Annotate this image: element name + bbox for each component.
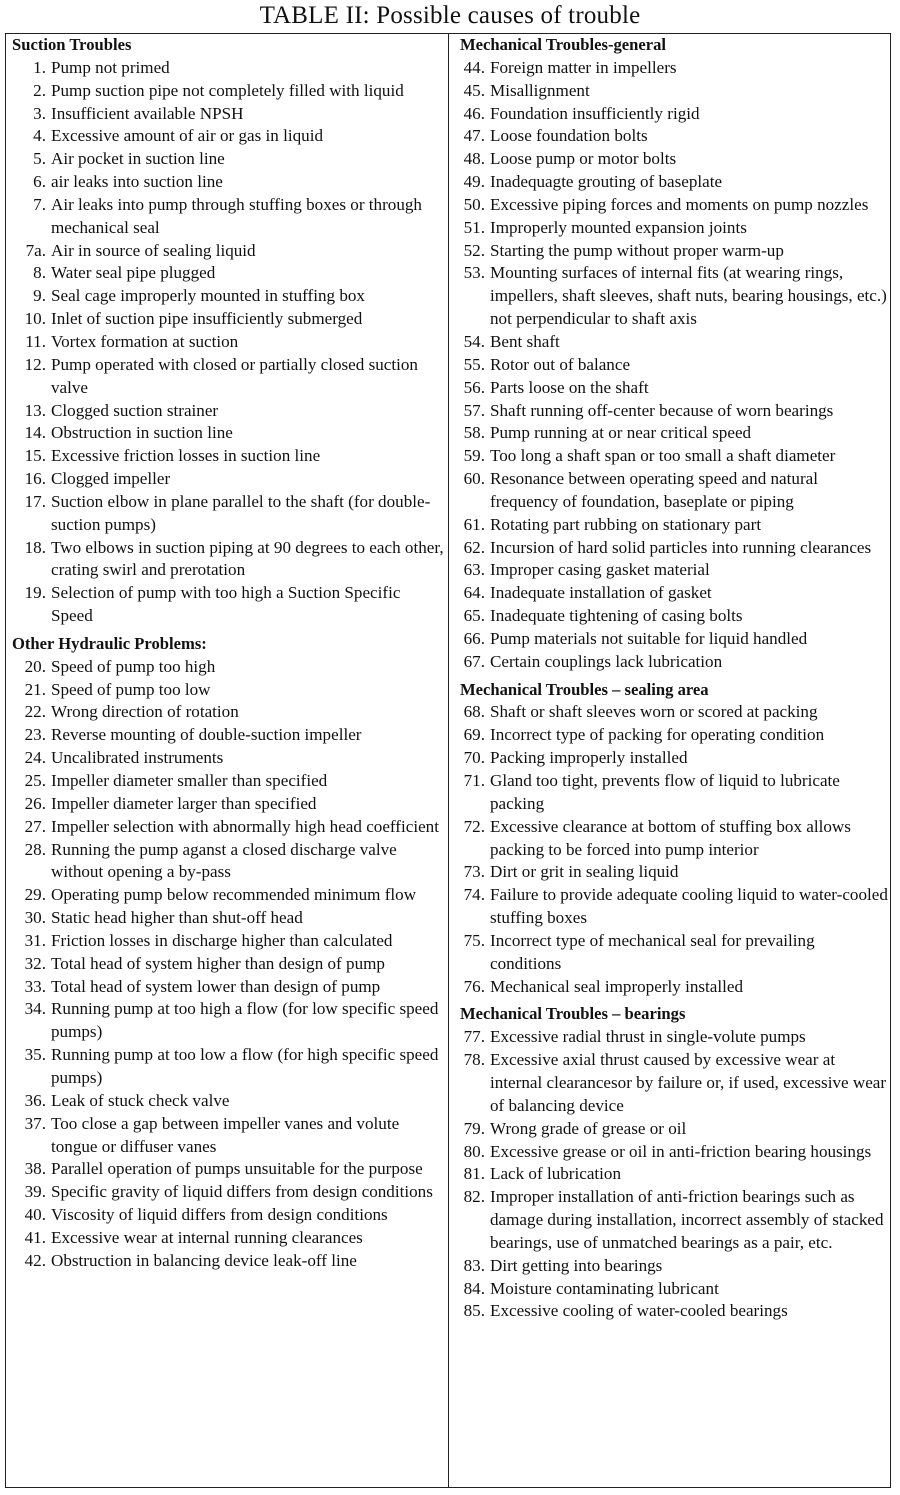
- section-heading: Suction Troubles: [12, 35, 132, 54]
- item-text: Rotor out of balance: [490, 354, 631, 374]
- item-text: Wrong grade of grease or oil: [490, 1118, 687, 1138]
- list-item: [10, 701, 444, 724]
- item-number: 35.: [24, 1045, 46, 1065]
- item-number: 33.: [24, 976, 46, 996]
- list-item: [458, 1186, 888, 1255]
- item-number: 44.: [463, 57, 485, 77]
- item-number: 79.: [463, 1118, 485, 1138]
- item-number: 55.: [463, 354, 485, 374]
- item-text: Inadequagte grouting of baseplate: [490, 172, 723, 192]
- item-text: Inadequate tightening of casing bolts: [490, 606, 743, 626]
- list-item: [10, 839, 444, 885]
- list-item: [458, 537, 888, 560]
- item-number: 17.: [24, 491, 46, 511]
- list-item: [10, 468, 444, 491]
- item-number: 20.: [24, 656, 46, 676]
- item-number: 62.: [463, 537, 485, 557]
- item-text: Foreign matter in impellers: [490, 57, 677, 77]
- item-text: Too long a shaft span or too small a shaft diameter: [490, 446, 836, 466]
- item-number: 41.: [24, 1227, 46, 1247]
- item-text: Dirt getting into bearings: [490, 1255, 663, 1275]
- list-item: [10, 976, 444, 999]
- item-text: Selection of pump with too high a Suction Specific Speed: [51, 583, 401, 626]
- list-item: [10, 747, 444, 770]
- list-item: [458, 930, 888, 976]
- list-item: [458, 1300, 888, 1323]
- item-number: 1.: [33, 57, 46, 77]
- list-item: [458, 628, 888, 651]
- item-number: 45.: [463, 80, 485, 100]
- list-item: [10, 1158, 444, 1181]
- list-item: [458, 747, 888, 770]
- item-number: 64.: [463, 583, 485, 603]
- item-number: 7.: [33, 194, 46, 214]
- item-number: 85.: [463, 1301, 485, 1321]
- item-number: 73.: [463, 862, 485, 882]
- list-item: [10, 285, 444, 308]
- item-text: Too close a gap between impeller vanes and volute tongue or diffuser vanes: [51, 1113, 400, 1156]
- item-text: Starting the pump without proper warm-up: [490, 240, 784, 260]
- list-item: [10, 1204, 444, 1227]
- item-text: Packing improperly installed: [490, 748, 688, 768]
- list-item: [458, 262, 888, 331]
- item-text: Pump not primed: [51, 57, 170, 77]
- item-text: Two elbows in suction piping at 90 degrees to each other, crating swirl and prerotation: [51, 537, 444, 580]
- item-number: 59.: [463, 446, 485, 466]
- item-text: Dirt or grit in sealing liquid: [490, 862, 679, 882]
- item-text: Gland too tight, prevents flow of liquid to lubricate packing: [490, 771, 840, 813]
- item-number: 3.: [33, 103, 46, 123]
- item-text: Foundation insufficiently rigid: [490, 103, 700, 123]
- item-text: Excessive grease or oil in anti-friction bearing housings: [490, 1141, 872, 1161]
- list-item: [458, 514, 888, 537]
- item-text: Inadequate installation of gasket: [490, 583, 712, 603]
- list-item: [10, 770, 444, 793]
- list-item: [10, 537, 444, 583]
- item-number: 7a.: [25, 240, 46, 260]
- item-text: Shaft or shaft sleeves worn or scored at packing: [490, 702, 818, 722]
- item-text: Uncalibrated instruments: [51, 748, 224, 768]
- column-divider: [448, 33, 449, 1488]
- item-text: Inlet of suction pipe insufficiently submerged: [51, 309, 363, 329]
- item-number: 51.: [463, 217, 485, 237]
- list-item: [10, 400, 444, 423]
- item-number: 58.: [463, 423, 485, 443]
- item-text: Suction elbow in plane parallel to the shaft (for double-suction pumps): [51, 491, 431, 534]
- item-text: Incorrect type of mechanical seal for prevailing conditions: [490, 930, 815, 973]
- item-number: 68.: [463, 702, 485, 722]
- item-text: Running pump at too high a flow (for low specific speed pumps): [51, 999, 439, 1042]
- item-number: 66.: [463, 628, 485, 648]
- item-number: 80.: [463, 1141, 485, 1161]
- section-heading: Mechanical Troubles – bearings: [460, 1004, 686, 1024]
- list-item: [458, 240, 888, 263]
- list-item: [458, 171, 888, 194]
- item-text: Excessive axial thrust caused by excessive wear at internal clearancesor by failure or, if used, excessive wear of balancing device: [490, 1050, 887, 1115]
- section-heading: Other Hydraulic Problems:: [12, 633, 207, 653]
- item-number: 4.: [33, 126, 46, 146]
- item-text: Air pocket in suction line: [51, 149, 225, 169]
- item-number: 69.: [463, 725, 485, 745]
- section-mechanical-troubles-bearings: [458, 998, 888, 1323]
- list-item: [458, 1278, 888, 1301]
- item-text: Insufficient available NPSH: [51, 103, 244, 123]
- list-item: [10, 724, 444, 747]
- item-number: 39.: [24, 1182, 46, 1202]
- list-item: [458, 559, 888, 582]
- item-number: 2.: [33, 80, 46, 100]
- list-item: [458, 331, 888, 354]
- list-item: [10, 80, 444, 103]
- item-text: Misallignment: [490, 80, 590, 100]
- item-text: Clogged impeller: [51, 469, 171, 489]
- item-text: Friction losses in discharge higher than calculated: [51, 930, 393, 950]
- list-item: [10, 1227, 444, 1250]
- list-item: [10, 884, 444, 907]
- item-number: 8.: [33, 263, 46, 283]
- list-item: [10, 262, 444, 285]
- item-text: Improper installation of anti-friction bearings such as damage during installation, incorrect assembly of stacked bearings, use of unmatched bearings as a pair, etc.: [490, 1187, 884, 1252]
- item-number: 61.: [463, 514, 485, 534]
- item-number: 9.: [33, 286, 46, 306]
- item-number: 82.: [463, 1187, 485, 1207]
- list-item: [10, 103, 444, 126]
- list-item: [458, 468, 888, 514]
- item-number: 10.: [24, 309, 46, 329]
- item-text: Water seal pipe plugged: [51, 263, 216, 283]
- list-item: [10, 1181, 444, 1204]
- item-number: 84.: [463, 1278, 485, 1298]
- item-number: 24.: [24, 748, 46, 768]
- item-number: 30.: [24, 908, 46, 928]
- item-text: Total head of system lower than design of pump: [51, 976, 381, 996]
- item-text: Reverse mounting of double-suction impeller: [51, 725, 362, 745]
- item-number: 37.: [24, 1113, 46, 1133]
- list-item: [458, 1118, 888, 1141]
- list-item: [10, 422, 444, 445]
- item-text: Clogged suction strainer: [51, 400, 219, 420]
- item-number: 76.: [463, 976, 485, 996]
- item-text: Lack of lubrication: [490, 1164, 621, 1184]
- item-text: Air in source of sealing liquid: [51, 240, 256, 260]
- list-item: [10, 194, 444, 240]
- list-item: [458, 582, 888, 605]
- list-item: [10, 125, 444, 148]
- item-text: Obstruction in balancing device leak-off line: [51, 1250, 357, 1270]
- list-item: [458, 1049, 888, 1118]
- item-number: 83.: [463, 1255, 485, 1275]
- list-item: [458, 701, 888, 724]
- left-column: [10, 34, 444, 1273]
- item-text: Pump operated with closed or partially closed suction valve: [51, 354, 418, 397]
- list-item: [458, 445, 888, 468]
- list-item: [10, 816, 444, 839]
- list-item: [458, 354, 888, 377]
- list-item: [458, 861, 888, 884]
- item-text: Speed of pump too low: [51, 679, 211, 699]
- item-number: 32.: [24, 953, 46, 973]
- item-number: 14.: [24, 423, 46, 443]
- item-text: Wrong direction of rotation: [51, 702, 239, 722]
- item-number: 27.: [24, 816, 46, 836]
- item-number: 75.: [463, 930, 485, 950]
- list-item: [458, 724, 888, 747]
- list-item: [458, 605, 888, 628]
- item-text: Total head of system higher than design of pump: [51, 953, 385, 973]
- list-item: [458, 1163, 888, 1186]
- list-item: [10, 445, 444, 468]
- item-number: 65.: [463, 606, 485, 626]
- item-text: Failure to provide adequate cooling liquid to water-cooled stuffing boxes: [490, 885, 888, 928]
- item-number: 81.: [463, 1164, 485, 1184]
- item-text: Excessive amount of air or gas in liquid: [51, 126, 324, 146]
- item-text: Obstruction in suction line: [51, 423, 233, 443]
- right-column: [458, 34, 888, 1323]
- list-item: [10, 582, 444, 628]
- item-text: Viscosity of liquid differs from design conditions: [51, 1205, 388, 1225]
- item-text: Running pump at too low a flow (for high specific speed pumps): [51, 1045, 439, 1087]
- list-item: [10, 171, 444, 194]
- item-number: 25.: [24, 771, 46, 790]
- item-text: Mounting surfaces of internal fits (at wearing rings, impellers, shaft sleeves, shaft nuts, bearing housings, etc.) not perpendicular to shaft axis: [490, 263, 887, 329]
- item-text: Excessive friction losses in suction line: [51, 446, 321, 466]
- item-number: 34.: [24, 999, 46, 1019]
- item-text: Running the pump aganst a closed discharge valve without opening a by-pass: [51, 839, 397, 882]
- item-number: 28.: [24, 839, 46, 859]
- list-item: [10, 308, 444, 331]
- item-number: 15.: [24, 446, 46, 466]
- list-item: [10, 354, 444, 400]
- item-number: 54.: [463, 331, 485, 351]
- list-item: [458, 1141, 888, 1164]
- item-text: Impeller selection with abnormally high head coefficient: [51, 816, 439, 836]
- item-number: 12.: [24, 354, 46, 374]
- item-text: Impeller diameter larger than specified: [51, 793, 317, 813]
- item-number: 77.: [463, 1027, 485, 1047]
- section-heading: Mechanical Troubles – sealing area: [460, 679, 709, 699]
- item-number: 70.: [463, 748, 485, 768]
- list-item: [10, 1044, 444, 1090]
- item-number: 67.: [463, 651, 485, 671]
- item-number: 52.: [463, 240, 485, 260]
- item-text: Parallel operation of pumps unsuitable for the purpose: [51, 1159, 423, 1179]
- item-number: 40.: [24, 1205, 46, 1225]
- item-text: Excessive piping forces and moments on pump nozzles: [490, 194, 869, 214]
- list-item: [458, 125, 888, 148]
- item-text: Vortex formation at suction: [51, 331, 239, 351]
- item-text: Static head higher than shut-off head: [51, 908, 303, 928]
- item-number: 46.: [463, 103, 485, 123]
- item-text: Resonance between operating speed and natural frequency of foundation, baseplate or piping: [490, 469, 818, 511]
- list-item: [458, 400, 888, 423]
- list-item: [458, 377, 888, 400]
- list-item: [10, 953, 444, 976]
- item-text: Pump suction pipe not completely filled with liquid: [51, 80, 404, 100]
- item-text: Excessive radial thrust in single-volute pumps: [490, 1027, 806, 1047]
- item-text: Pump running at or near critical speed: [490, 423, 752, 443]
- item-text: Air leaks into pump through stuffing boxes or through mechanical seal: [51, 194, 422, 237]
- list-item: [458, 651, 888, 674]
- item-number: 50.: [463, 194, 485, 214]
- item-number: 78.: [463, 1050, 485, 1070]
- item-number: 47.: [463, 126, 485, 146]
- item-number: 19.: [24, 583, 46, 603]
- list-item: [458, 816, 888, 862]
- list-item: [458, 194, 888, 217]
- item-text: Speed of pump too high: [51, 656, 216, 676]
- list-item: [10, 998, 444, 1044]
- item-number: 71.: [463, 771, 485, 790]
- item-number: 74.: [463, 885, 485, 905]
- item-number: 63.: [463, 560, 485, 580]
- item-text: Impeller diameter smaller than specified: [51, 771, 328, 790]
- list-item: [10, 679, 444, 702]
- list-item: [10, 930, 444, 953]
- item-text: Excessive wear at internal running clearances: [51, 1227, 363, 1247]
- item-text: Pump materials not suitable for liquid handled: [490, 628, 808, 648]
- item-number: 16.: [24, 469, 46, 489]
- item-number: 42.: [24, 1250, 46, 1270]
- list-item: [458, 884, 888, 930]
- item-text: Leak of stuck check valve: [51, 1090, 230, 1110]
- list-item: [10, 331, 444, 354]
- list-item: [458, 103, 888, 126]
- item-text: air leaks into suction line: [51, 172, 223, 192]
- item-text: Improper casing gasket material: [490, 560, 710, 580]
- item-number: 22.: [24, 702, 46, 722]
- item-text: Moisture contaminating lubricant: [490, 1278, 719, 1298]
- item-number: 36.: [24, 1090, 46, 1110]
- list-item: [458, 1026, 888, 1049]
- list-item: [458, 976, 888, 999]
- item-number: 49.: [463, 172, 485, 192]
- list-item: [458, 217, 888, 240]
- list-item: [10, 1250, 444, 1273]
- section-mechanical-troubles-sealing-area: [458, 674, 888, 999]
- item-text: Rotating part rubbing on stationary part: [490, 514, 762, 534]
- list-item: [458, 1255, 888, 1278]
- item-number: 38.: [24, 1159, 46, 1179]
- item-text: Excessive cooling of water-cooled bearings: [490, 1301, 788, 1321]
- item-text: Loose pump or motor bolts: [490, 149, 677, 169]
- item-text: Bent shaft: [490, 331, 560, 351]
- item-text: Certain couplings lack lubrication: [490, 651, 723, 671]
- list-item: [458, 422, 888, 445]
- list-item: [10, 240, 444, 263]
- list-item: [458, 80, 888, 103]
- item-text: Mechanical seal improperly installed: [490, 976, 743, 996]
- item-number: 21.: [24, 679, 46, 699]
- item-text: Loose foundation bolts: [490, 126, 648, 146]
- item-number: 60.: [463, 469, 485, 489]
- list-item: [10, 656, 444, 679]
- item-text: Incorrect type of packing for operating condition: [490, 725, 825, 745]
- list-item: [10, 793, 444, 816]
- item-text: Parts loose on the shaft: [490, 377, 649, 397]
- list-item: [458, 770, 888, 816]
- section-other-hydraulic-problems: [10, 628, 444, 1273]
- list-item: [10, 907, 444, 930]
- list-item: [10, 1113, 444, 1159]
- list-item: [458, 57, 888, 80]
- item-number: 11.: [25, 331, 46, 351]
- item-text: Incursion of hard solid particles into running clearances: [490, 537, 872, 557]
- item-number: 6.: [33, 172, 46, 192]
- item-number: 26.: [24, 793, 46, 813]
- item-number: 72.: [463, 816, 485, 836]
- item-text: Operating pump below recommended minimum flow: [51, 885, 417, 905]
- item-number: 13.: [24, 400, 46, 420]
- list-item: [10, 148, 444, 171]
- item-number: 56.: [463, 377, 485, 397]
- item-number: 5.: [33, 149, 46, 169]
- list-item: [10, 491, 444, 537]
- item-number: 29.: [24, 885, 46, 905]
- section-heading: Mechanical Troubles-general: [460, 35, 667, 54]
- item-number: 53.: [463, 263, 485, 283]
- item-text: Seal cage improperly mounted in stuffing box: [51, 286, 365, 306]
- item-text: Improperly mounted expansion joints: [490, 217, 747, 237]
- item-text: Specific gravity of liquid differs from design conditions: [51, 1182, 433, 1202]
- section-suction-troubles: [10, 34, 444, 628]
- item-text: Shaft running off-center because of worn bearings: [490, 400, 834, 420]
- list-item: [458, 148, 888, 171]
- list-item: [10, 1090, 444, 1113]
- item-number: 48.: [463, 149, 485, 169]
- table-title: TABLE II: Possible causes of trouble: [259, 2, 641, 29]
- list-item: [10, 57, 444, 80]
- item-text: Excessive clearance at bottom of stuffing box allows packing to be forced into pump interior: [490, 816, 851, 859]
- item-number: 23.: [24, 725, 46, 745]
- section-mechanical-troubles-general: [458, 34, 888, 674]
- item-number: 31.: [24, 930, 46, 950]
- item-number: 57.: [463, 400, 485, 420]
- item-number: 18.: [24, 537, 46, 557]
